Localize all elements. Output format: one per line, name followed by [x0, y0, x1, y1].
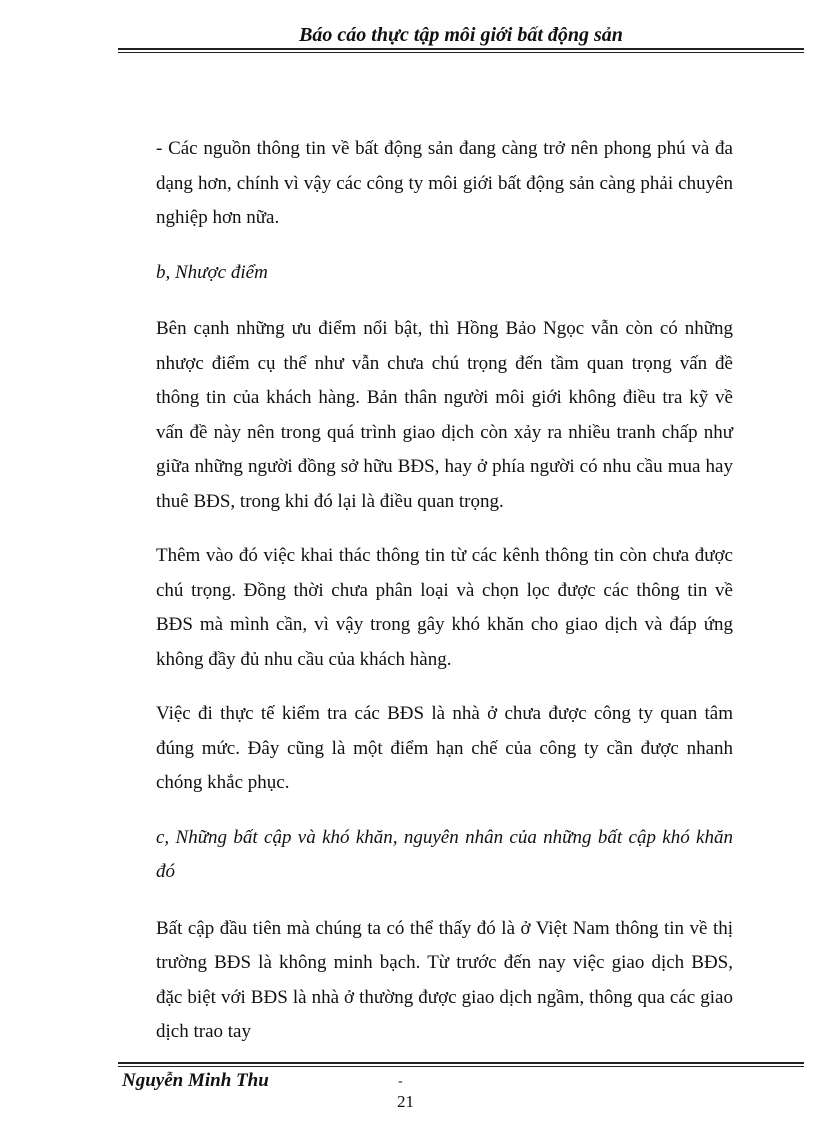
footer-divider: [118, 1062, 804, 1067]
paragraph-site-inspection: Việc đi thực tế kiểm tra các BĐS là nhà ở chưa được công ty quan tâm đúng mức. Đây cũng là một điểm hạn chế của công ty cần được nhanh chóng khắc phục.: [156, 703, 733, 793]
paragraph-market-transparency: Bất cập đầu tiên mà chúng ta có thể thấy đó là ở Việt Nam thông tin về thị trường BĐS là không minh bạch. Từ trước đến nay việc giao dịch BĐS, đặc biệt với BĐS là nhà ở thường được giao dịch ngầm, thông qua các giao dịch trao tay: [156, 917, 733, 1042]
page-header-title: Báo cáo thực tập môi giới bất động sản: [299, 24, 623, 46]
footer-page-dash: -: [398, 1074, 403, 1089]
section-heading-weaknesses: b, Nhược điểm: [156, 261, 268, 283]
header-divider: [118, 48, 804, 53]
footer-author: Nguyễn Minh Thu: [122, 1070, 269, 1091]
paragraph-information-channels: Thêm vào đó việc khai thác thông tin từ các kênh thông tin còn chưa được chú trọng. Đồng thời chưa phân loại và chọn lọc được các thông tin về BĐS mà mình cần, vì vậy trong gây khó khăn cho giao dịch và đáp ứng không đầy đủ nhu cầu của khách hàng.: [156, 545, 733, 670]
page-number: 21: [397, 1092, 414, 1111]
paragraph-sources: - Các nguồn thông tin về bất động sản đang càng trở nên phong phú và đa dạng hơn, chính vì vậy các công ty môi giới bất động sản càng phải chuyên nghiệp hơn nữa.: [156, 138, 733, 228]
paragraph-weaknesses: Bên cạnh những ưu điểm nổi bật, thì Hồng Bảo Ngọc vẫn còn có những nhược điểm cụ thể như vẫn chưa chú trọng đến tầm quan trọng vấn đề thông tin của khách hàng. Bản thân người môi giới không điều tra kỹ về vấn đề này nên trong quá trình giao dịch còn xảy ra nhiều tranh chấp như giữa những người đồng sở hữu BĐS, hay ở phía người có nhu cầu mua hay thuê BĐS, trong khi đó lại là điều quan trọng.: [156, 318, 733, 512]
section-heading-shortcomings: c, Những bất cập và khó khăn, nguyên nhân của những bất cập khó khăn đó: [156, 826, 733, 882]
document-body: [156, 132, 733, 1070]
